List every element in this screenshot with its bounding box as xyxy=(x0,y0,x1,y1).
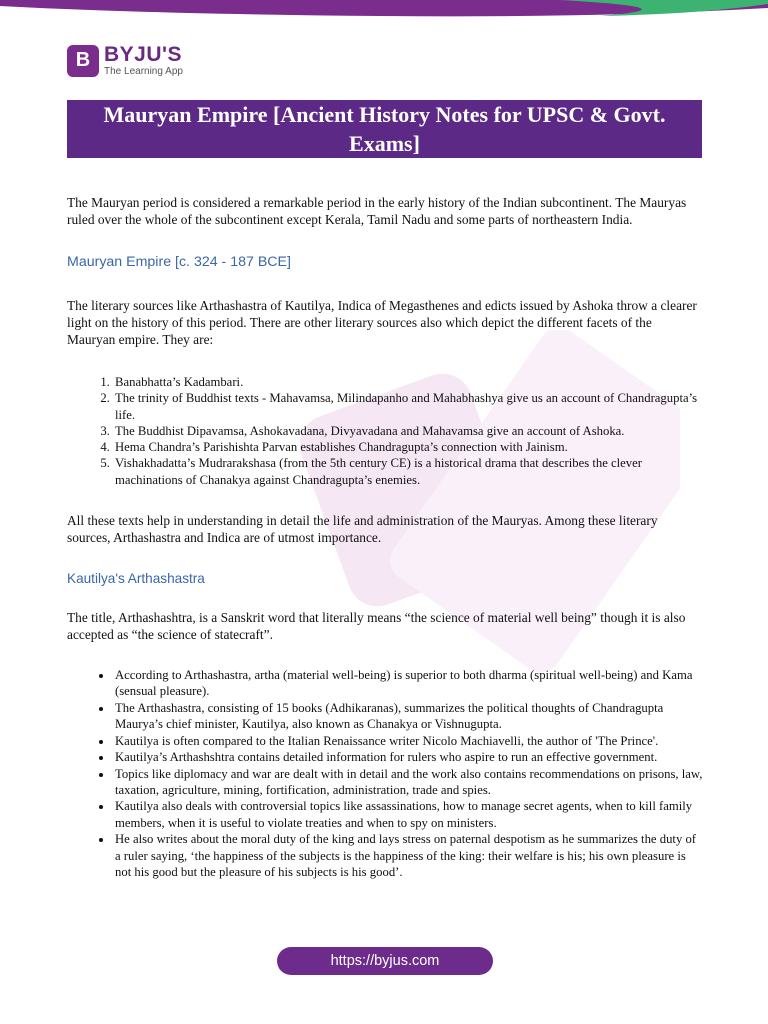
intro-paragraph: The Mauryan period is considered a remarkable period in the early history of the Indian subcontinent. The Mauryas ruled over the whole of the subcontinent except Kerala, Tamil Nadu and some parts of northeastern India. xyxy=(67,195,687,227)
sources-paragraph: The literary sources like Arthashastra of Kautilya, Indica of Megasthenes and edicts issued by Ashoka throw a clearer light on the history of this period. There are other literary sources also which depict the different facets of the Mauryan empire. They are: xyxy=(67,298,697,347)
list-item: • Kautilya’s Arthashshtra contains detailed information for rulers who aspire to run an effective government. xyxy=(113,749,703,765)
section-heading-arthashastra: Kautilya's Arthashastra xyxy=(67,571,205,587)
list-item: • Topics like diplomacy and war are dealt with in detail and the work also contains recommendations on prisons, law, taxation, agriculture, mining, fortification, administration, trade and spies. xyxy=(113,766,703,799)
sources-list xyxy=(67,374,703,488)
footer-url-link[interactable]: https://byjus.com xyxy=(277,947,493,975)
list-item: • He also writes about the moral duty of the king and lays stress on paternal despotism as he summarizes the duty of a ruler saying, ‘the happiness of the subjects is the happiness of the king: their welfare is his; his own pleasure is not his good but the pleasure of his subjects is his good’. xyxy=(113,831,703,880)
list-item: • According to Arthashastra, artha (material well-being) is superior to both dharma (spiritual well-being) and Kama (sensual pleasure). xyxy=(113,667,703,700)
closing-paragraph: All these texts help in understanding in detail the life and administration of the Mauryas. Among these literary sources, Arthashastra and Indica are of utmost importance. xyxy=(67,513,658,546)
byjus-logo xyxy=(67,44,183,77)
list-item: 2. The trinity of Buddhist texts - Mahavamsa, Milindapanho and Mahabhashya give us an account of Chandragupta’s life. xyxy=(113,390,703,423)
section-heading-mauryan-empire: Mauryan Empire [c. 324 - 187 BCE] xyxy=(67,254,291,270)
list-item: 5. Vishakhadatta’s Mudrarakshasa (from the 5th century CE) is a historical drama that describes the clever machinations of Chanakya against Chandragupta’s enemies. xyxy=(113,455,703,488)
list-item: • Kautilya also deals with controversial topics like assassinations, how to manage secret agents, when to kill family members, when it is useful to violate treaties and when to spy on ministers. xyxy=(113,798,703,831)
arthashastra-paragraph: The title, Arthashashtra, is a Sanskrit word that literally means “the science of material well being” though it is also accepted as “the science of statecraft”. xyxy=(67,610,686,643)
list-item: • The Arthashastra, consisting of 15 books (Adhikaranas), summarizes the political thoughts of Chandragupta Maurya’s chief minister, Kautilya, also known as Chanakya or Vishnugupta. xyxy=(113,700,703,733)
list-item: 4. Hema Chandra’s Parishishta Parvan establishes Chandragupta’s connection with Jainism. xyxy=(113,439,703,455)
list-item: 1. Banabhatta’s Kadambari. xyxy=(113,374,703,390)
top-decorative-bar xyxy=(0,0,768,22)
list-item: 3. The Buddhist Dipavamsa, Ashokavadana, Divyavadana and Mahavamsa give an account of Ashoka. xyxy=(113,423,703,439)
document-body xyxy=(67,194,703,880)
brand-name: BYJU'S xyxy=(104,43,183,66)
brand-tagline: The Learning App xyxy=(104,66,183,77)
logo-badge-icon: B xyxy=(67,45,99,77)
page-title: Mauryan Empire [Ancient History Notes for UPSC & Govt. Exams] xyxy=(67,100,702,158)
list-item: • Kautilya is often compared to the Italian Renaissance writer Nicolo Machiavelli, the author of 'The Prince'. xyxy=(113,733,703,749)
arthashastra-bullets xyxy=(67,667,703,880)
